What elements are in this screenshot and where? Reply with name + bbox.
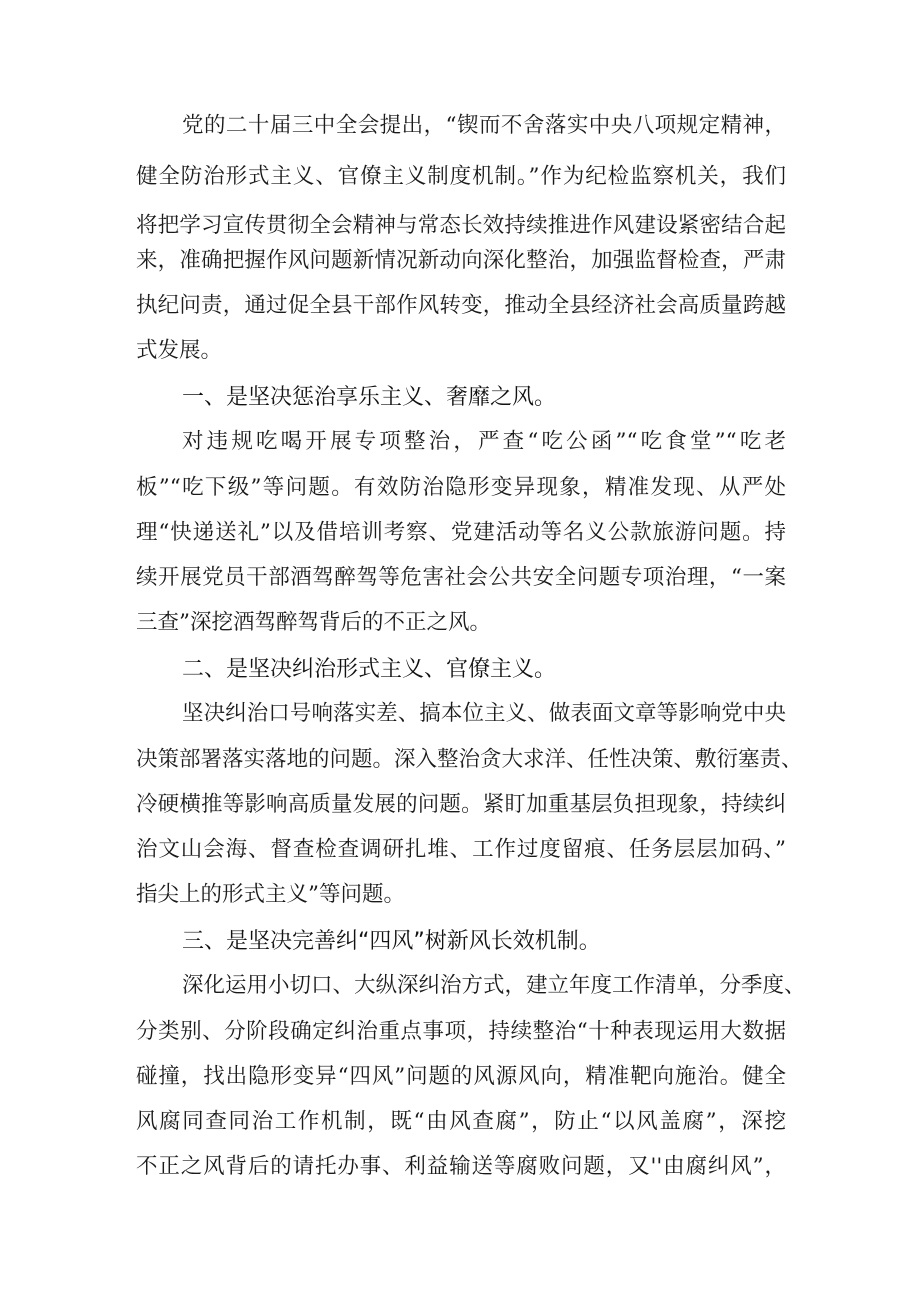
section-2-line-3: 冷硬横推等影响高质量发展的问题。紧盯加重基层负担现象，持续纠	[136, 792, 786, 817]
section-1-line-1: 对违规吃喝开展专项整治，严查“吃公函”“吃食堂”“吃老	[182, 429, 786, 454]
section-2-line-1: 坚决纠治口号响落实差、搞本位主义、做表面文章等影响党中央	[182, 701, 786, 726]
section-3-line-5: 不正之风背后的请托办事、利益输送等腐败问题，又''由腐纠风”，	[136, 1154, 786, 1179]
section-3-line-2: 分类别、分阶段确定纠治重点事项，持续整治“十种表现运用大数据	[136, 1019, 786, 1044]
section-1-line-5: 三查”深挖酒驾醉驾背后的不正之风。	[136, 610, 491, 635]
section-1-line-2: 板”“吃下级”等问题。有效防治隐形变异现象，精准发现、从严处	[136, 475, 786, 500]
section-3-line-3: 碰撞，找出隐形变异“四风”问题的风源风向，精准靶向施治。健全	[136, 1064, 786, 1089]
section-1-heading: 一、是坚决惩治享乐主义、奢靡之风。	[182, 385, 557, 410]
intro-line-6: 式发展。	[136, 338, 223, 363]
section-2-heading: 二、是坚决纠治形式主义、官僚主义。	[182, 657, 557, 682]
section-2-line-2: 决策部署落实落地的问题。深入整治贪大求洋、任性决策、敷衍塞责、	[136, 747, 803, 772]
intro-line-1: 党的二十届三中全会提出，“锲而不舍落实中央八项规定精神，	[182, 113, 786, 138]
section-3-line-1: 深化运用小切口、大纵深纠治方式，建立年度工作清单，分季度、	[182, 973, 806, 998]
section-2-line-4: 治文山会海、督查检查调研扎堆、工作过度留痕、任务层层加码、”	[136, 837, 786, 862]
section-3-heading: 三、是坚决完善纠“四风”树新风长效机制。	[182, 929, 601, 954]
intro-line-3: 将把学习宣传贯彻全会精神与常态长效持续推进作风建设紧密结合起	[136, 213, 786, 238]
section-3-line-4: 风腐同查同治工作机制，既“由风查腐”，防止“以风盖腐”，深挖	[136, 1109, 786, 1134]
section-1-line-3: 理“快递送礼”以及借培训考察、党建活动等名义公款旅游问题。持	[136, 520, 786, 545]
intro-line-5: 执纪问责，通过促全县干部作风转变，推动全县经济社会高质量跨越	[136, 293, 786, 318]
intro-line-4: 来，准确把握作风问题新情况新动向深化整治，加强监督检查，严肃	[136, 248, 786, 273]
section-2-line-5: 指尖上的形式主义”等问题。	[136, 882, 405, 907]
section-1-line-4: 续开展党员干部酒驾醉驾等危害社会公共安全问题专项治理，“一案	[136, 565, 786, 590]
intro-line-2: 健全防治形式主义、官僚主义制度机制。”作为纪检监察机关，我们	[136, 164, 786, 189]
